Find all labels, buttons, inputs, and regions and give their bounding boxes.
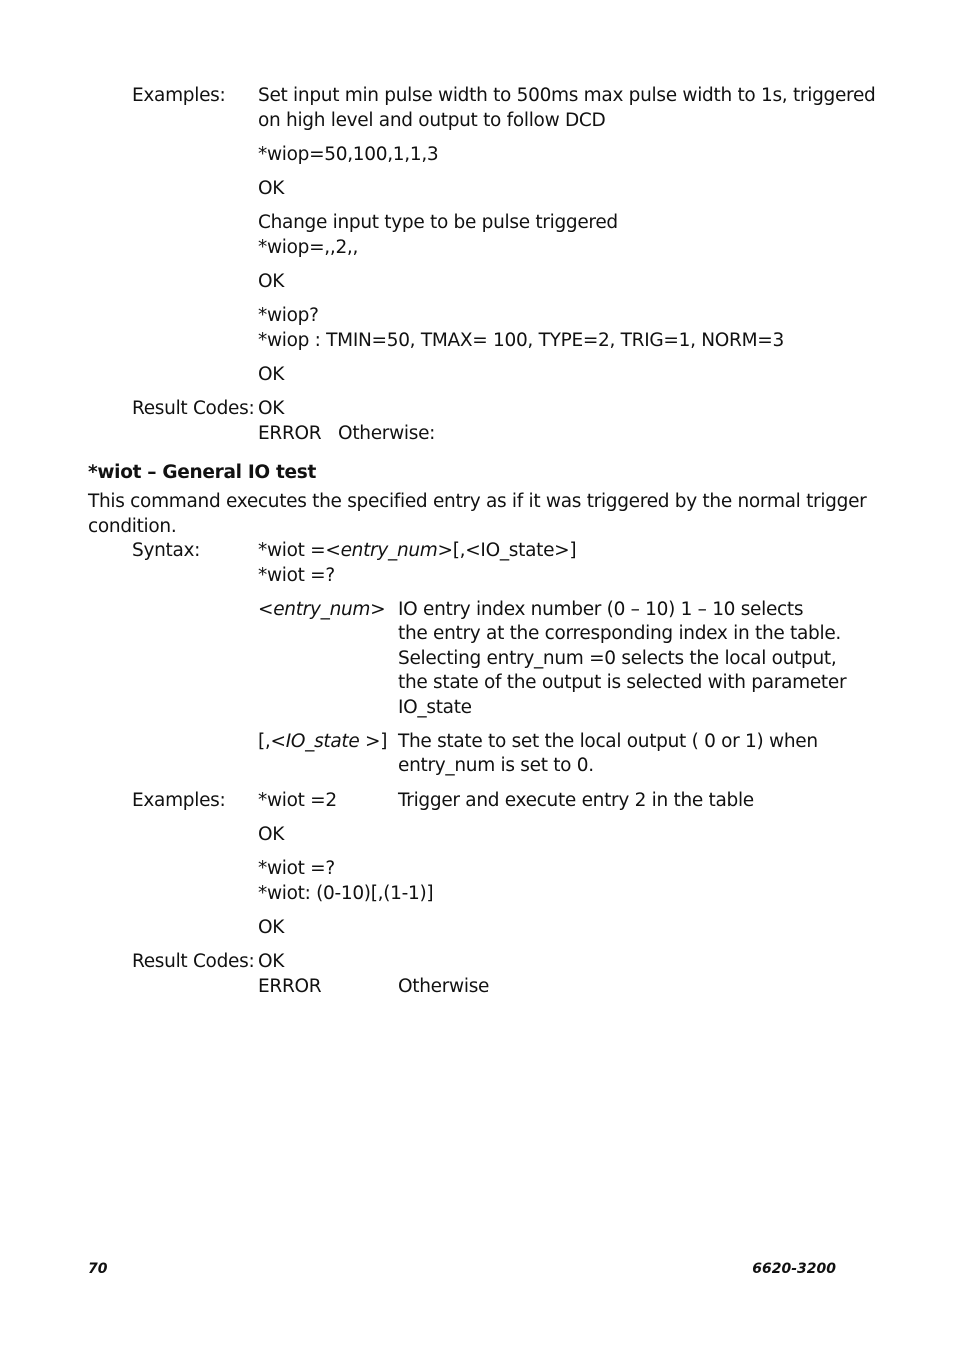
example-response: OK (258, 178, 285, 199)
result-code-ok: OK (258, 951, 285, 972)
parameter-description: entry_num is set to 0. (398, 755, 594, 776)
example-command: *wiop? (258, 305, 319, 326)
section-description: This command executes the specified entry as if it was triggered by the normal trigger (88, 491, 867, 512)
page-number: 70 (88, 1261, 108, 1277)
example-description: Change input type to be pulse triggered (258, 212, 618, 233)
result-code-error: ERROR Otherwise: (258, 423, 436, 444)
example-description: Set input min pulse width to 500ms max pulse width to 1s, triggered (258, 85, 876, 106)
example-response: *wiot: (0-10)[,(1-1)] (258, 883, 434, 904)
result-code-error-description: Otherwise (398, 976, 490, 997)
syntax-label: Syntax: (132, 540, 201, 561)
syntax-text: *wiot =< (258, 540, 341, 561)
examples-label: Examples: (132, 85, 226, 106)
parameter-description: Selecting entry_num =0 selects the local output, (398, 648, 837, 669)
example-command: *wiot =2 (258, 790, 337, 811)
section-description: condition. (88, 516, 177, 537)
parameter-description: the state of the output is selected with parameter (398, 672, 847, 693)
param-name-text: entry_num (273, 599, 371, 620)
example-response: OK (258, 917, 285, 938)
syntax-line (258, 539, 576, 564)
result-codes-label: Result Codes: (132, 951, 255, 972)
syntax-param: entry_num (340, 540, 438, 561)
parameter-name (258, 730, 387, 755)
example-description: on high level and output to follow DCD (258, 110, 606, 131)
example-response: OK (258, 824, 285, 845)
param-bracket: < (258, 599, 274, 620)
example-command: *wiop=,,2,, (258, 237, 359, 258)
example-response: OK (258, 271, 285, 292)
param-bracket: > (370, 599, 386, 620)
section-heading: *wiot – General IO test (88, 462, 317, 483)
examples-label: Examples: (132, 790, 226, 811)
result-codes-label: Result Codes: (132, 398, 255, 419)
example-description: Trigger and execute entry 2 in the table (398, 790, 754, 811)
result-code-error: ERROR (258, 976, 322, 997)
parameter-description: the entry at the corresponding index in the table. (398, 623, 841, 644)
parameter-description: IO entry index number (0 – 10) 1 – 10 selects (398, 599, 804, 620)
document-number: 6620-3200 (752, 1261, 836, 1277)
syntax-line: *wiot =? (258, 565, 335, 586)
param-name-text: IO_state (285, 731, 360, 752)
example-response: *wiop : TMIN=50, TMAX= 100, TYPE=2, TRIG=1, NORM=3 (258, 330, 784, 351)
example-command: *wiot =? (258, 858, 335, 879)
result-code-ok: OK (258, 398, 285, 419)
parameter-description: The state to set the local output ( 0 or 1) when (398, 731, 818, 752)
syntax-text: >[,<IO_state>] (437, 540, 577, 561)
example-response: OK (258, 364, 285, 385)
example-command: *wiop=50,100,1,1,3 (258, 144, 439, 165)
param-bracket: >] (359, 731, 388, 752)
parameter-description: IO_state (398, 697, 472, 718)
parameter-name (258, 598, 385, 623)
param-bracket: [,< (258, 731, 286, 752)
